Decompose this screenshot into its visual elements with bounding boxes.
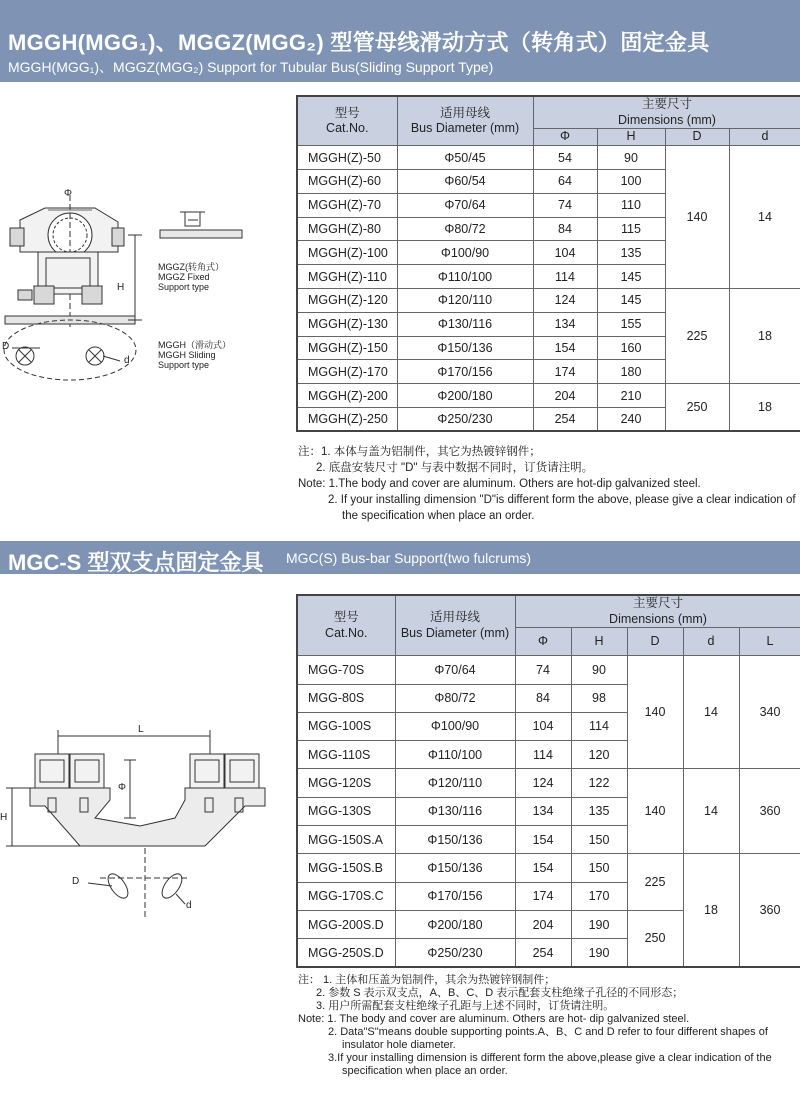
phi-cell: 54 <box>533 146 597 170</box>
cat-no-cell: MGG-150S.B <box>297 854 395 882</box>
h-cell: 150 <box>571 826 627 854</box>
bus-diameter-cell: Φ120/110 <box>395 769 515 797</box>
dim-d-label: d <box>186 900 192 911</box>
dim-D-label: D <box>72 876 80 887</box>
phi-cell: 74 <box>515 656 571 684</box>
note-line: 2. If your installing dimension "D"is different form the above, please give a clear indication of <box>328 494 796 506</box>
h-cell: 170 <box>571 882 627 910</box>
mggh-support-drawing <box>0 190 290 390</box>
cat-no-cell: MGG-80S <box>297 684 395 712</box>
cat-no-cell: MGGH(Z)-120 <box>297 289 397 313</box>
header-cat-en: Cat.No. <box>326 121 369 136</box>
D-cell: 225 <box>627 854 683 911</box>
note-line: 2. Data"S"means double supporting points.A、B、C and D refer to four different shapes of <box>328 1026 768 1038</box>
phi-cell: 174 <box>533 360 597 384</box>
mggz-label-line1: MGGZ(转角式） <box>158 262 224 272</box>
bus-diameter-cell: Φ100/90 <box>395 712 515 740</box>
cat-no-cell: MGGH(Z)-110 <box>297 265 397 289</box>
note-line: Note: 1.The body and cover are aluminum. Others are hot-dip galvanized steel. <box>298 478 701 490</box>
note-line: the specification when place an order. <box>342 510 535 522</box>
d-cell: 14 <box>683 656 739 769</box>
bus-diameter-cell: Φ170/156 <box>395 882 515 910</box>
cat-no-cell: MGGH(Z)-70 <box>297 193 397 217</box>
L-cell: 360 <box>739 769 800 854</box>
header-dim-cn: 主要尺寸 <box>641 97 692 111</box>
bus-diameter-cell: Φ110/100 <box>397 265 533 289</box>
h-cell: 120 <box>571 741 627 769</box>
h-cell: 160 <box>597 336 665 360</box>
L-cell: 340 <box>739 656 800 769</box>
header-dim-cn: 主要尺寸 <box>633 596 684 610</box>
phi-cell: 64 <box>533 170 597 194</box>
header-col: Φ <box>533 129 597 146</box>
header-bus-cn: 适用母线 <box>429 610 480 624</box>
header-col: Φ <box>515 628 571 656</box>
phi-cell: 74 <box>533 193 597 217</box>
h-cell: 115 <box>597 217 665 241</box>
mgc-s-support-drawing <box>0 718 290 918</box>
cat-no-cell: MGG-120S <box>297 769 395 797</box>
bus-diameter-cell: Φ50/45 <box>397 146 533 170</box>
cat-no-cell: MGG-170S.C <box>297 882 395 910</box>
bus-diameter-cell: Φ70/64 <box>395 656 515 684</box>
note-line: Note: 1. The body and cover are aluminum. Others are hot- dip galvanized steel. <box>298 1013 690 1025</box>
phi-cell: 114 <box>533 265 597 289</box>
h-cell: 114 <box>571 712 627 740</box>
dim-phi-label: Φ <box>64 188 72 199</box>
h-cell: 135 <box>597 241 665 265</box>
section1-title-en: MGGH(MGG₁)、MGGZ(MGG₂) Support for Tubular Bus(Sliding Support Type) <box>8 59 494 75</box>
bus-diameter-cell: Φ120/110 <box>397 289 533 313</box>
header-col: H <box>571 628 627 656</box>
bus-diameter-cell: Φ130/116 <box>395 797 515 825</box>
D-cell: 140 <box>665 146 729 289</box>
header-cat-no <box>297 595 395 656</box>
header-dim-en: Dimensions (mm) <box>609 611 707 626</box>
cat-no-cell: MGGH(Z)-250 <box>297 408 397 432</box>
h-cell: 150 <box>571 854 627 882</box>
cat-no-cell: MGG-130S <box>297 797 395 825</box>
section2-technical-drawing <box>0 718 290 918</box>
bus-diameter-cell: Φ200/180 <box>397 384 533 408</box>
h-cell: 145 <box>597 265 665 289</box>
cat-no-cell: MGG-250S.D <box>297 939 395 967</box>
h-cell: 122 <box>571 769 627 797</box>
phi-cell: 204 <box>533 384 597 408</box>
phi-cell: 154 <box>533 336 597 360</box>
phi-cell: 84 <box>515 684 571 712</box>
phi-cell: 134 <box>533 312 597 336</box>
phi-cell: 124 <box>515 769 571 797</box>
section1-banner <box>0 0 800 82</box>
bus-diameter-cell: Φ170/156 <box>397 360 533 384</box>
cat-no-cell: MGGH(Z)-200 <box>297 384 397 408</box>
header-dim-en: Dimensions (mm) <box>618 112 716 127</box>
section2-banner <box>0 541 800 574</box>
table-row <box>297 656 800 684</box>
bus-diameter-cell: Φ250/230 <box>395 939 515 967</box>
cat-no-cell: MGGH(Z)-150 <box>297 336 397 360</box>
d-cell: 18 <box>729 289 800 384</box>
bus-diameter-cell: Φ80/72 <box>397 217 533 241</box>
bus-diameter-cell: Φ150/136 <box>395 854 515 882</box>
cat-no-cell: MGG-100S <box>297 712 395 740</box>
section1-notes <box>298 444 798 524</box>
mggh-label <box>158 340 231 370</box>
phi-cell: 204 <box>515 910 571 938</box>
note-line: 注： 1. 主体和压盖为铝制件，其余为热镀锌钢制件； <box>298 974 556 986</box>
header-cat-cn: 型号 <box>334 105 360 120</box>
d-cell: 18 <box>683 854 739 967</box>
note-line: specification when place an order. <box>342 1065 508 1077</box>
bus-diameter-cell: Φ60/54 <box>397 170 533 194</box>
section1-title-cn: MGGH(MGG₁)、MGGZ(MGG₂) 型管母线滑动方式（转角式）固定金具 <box>8 30 710 55</box>
D-cell: 250 <box>665 384 729 432</box>
header-bus-en: Bus Diameter (mm) <box>400 625 510 640</box>
dim-H-label: H <box>0 812 8 823</box>
section2-notes <box>298 974 800 1078</box>
header-col: d <box>729 129 800 146</box>
table-row <box>297 854 800 882</box>
d-cell: 14 <box>729 146 800 289</box>
table-row <box>297 769 800 797</box>
note-line: 2. 底盘安装尺寸 "D" 与表中数据不同时，订货请注明。 <box>316 462 594 474</box>
mggz-label-line3: Support type <box>158 282 210 292</box>
bus-diameter-cell: Φ70/64 <box>397 193 533 217</box>
phi-cell: 134 <box>515 797 571 825</box>
h-cell: 90 <box>571 656 627 684</box>
cat-no-cell: MGGH(Z)-130 <box>297 312 397 336</box>
h-cell: 210 <box>597 384 665 408</box>
D-cell: 250 <box>627 910 683 967</box>
header-dimensions <box>515 595 800 628</box>
h-cell: 110 <box>597 193 665 217</box>
phi-cell: 154 <box>515 826 571 854</box>
header-bus-diameter <box>395 595 515 656</box>
bus-diameter-cell: Φ200/180 <box>395 910 515 938</box>
phi-cell: 254 <box>533 408 597 432</box>
mggz-label <box>158 262 224 292</box>
dim-D-label: D <box>2 341 10 352</box>
phi-cell: 104 <box>515 712 571 740</box>
h-cell: 180 <box>597 360 665 384</box>
header-cat-cn: 型号 <box>333 610 359 624</box>
mggh-label-line1: MGGH（滑动式） <box>158 340 231 350</box>
phi-cell: 104 <box>533 241 597 265</box>
dim-L-label: L <box>138 724 144 735</box>
phi-cell: 114 <box>515 741 571 769</box>
header-col: H <box>597 129 665 146</box>
cat-no-cell: MGG-70S <box>297 656 395 684</box>
section2-table-body <box>297 656 800 967</box>
cat-no-cell: MGG-110S <box>297 741 395 769</box>
mggh-label-line2: MGGH Sliding <box>158 350 216 360</box>
h-cell: 90 <box>597 146 665 170</box>
cat-no-cell: MGG-200S.D <box>297 910 395 938</box>
bus-diameter-cell: Φ130/116 <box>397 312 533 336</box>
mggh-label-line3: Support type <box>158 360 210 370</box>
section1-technical-drawing <box>0 190 290 390</box>
table-row <box>297 289 800 313</box>
note-line: 3.If your installing dimension is different form the above,please give a clear indication of the <box>328 1052 772 1064</box>
cat-no-cell: MGGH(Z)-100 <box>297 241 397 265</box>
section2-spec-table <box>296 594 800 968</box>
L-cell: 360 <box>739 854 800 967</box>
h-cell: 100 <box>597 170 665 194</box>
header-bus-en: Bus Diameter (mm) <box>410 121 520 136</box>
mggz-label-line2: MGGZ Fixed <box>158 272 210 282</box>
D-cell: 140 <box>627 656 683 769</box>
h-cell: 190 <box>571 910 627 938</box>
table-row <box>297 384 800 408</box>
section1-table-body <box>297 146 800 432</box>
h-cell: 135 <box>571 797 627 825</box>
section2-title-en: MGC(S) Bus-bar Support(two fulcrums) <box>286 550 532 566</box>
cat-no-cell: MGGH(Z)-50 <box>297 146 397 170</box>
header-col: L <box>739 628 800 656</box>
dim-phi-label: Φ <box>118 782 126 793</box>
D-cell: 225 <box>665 289 729 384</box>
cat-no-cell: MGGH(Z)-170 <box>297 360 397 384</box>
header-bus-diameter <box>397 96 533 146</box>
h-cell: 190 <box>571 939 627 967</box>
bus-diameter-cell: Φ100/90 <box>397 241 533 265</box>
table-row <box>297 146 800 170</box>
bus-diameter-cell: Φ80/72 <box>395 684 515 712</box>
header-dimensions <box>533 96 800 129</box>
bus-diameter-cell: Φ250/230 <box>397 408 533 432</box>
d-cell: 18 <box>729 384 800 432</box>
header-cat-en: Cat.No. <box>325 625 368 640</box>
phi-cell: 84 <box>533 217 597 241</box>
cat-no-cell: MGGH(Z)-80 <box>297 217 397 241</box>
dim-d-label: d <box>124 355 130 366</box>
D-cell: 140 <box>627 769 683 854</box>
phi-cell: 154 <box>515 854 571 882</box>
phi-cell: 124 <box>533 289 597 313</box>
header-bus-cn: 适用母线 <box>439 105 490 120</box>
note-line: 2. 参数 S 表示双支点，A、B、C、D 表示配套支柱绝缘子孔径的不同形态； <box>316 987 684 999</box>
note-line: insulator hole diameter. <box>342 1039 456 1051</box>
header-col: D <box>627 628 683 656</box>
section2-title-cn: MGC-S 型双支点固定金具 <box>8 550 264 575</box>
h-cell: 98 <box>571 684 627 712</box>
note-line: 3. 用户所需配套支柱绝缘子孔距与上述不同时，订货请注明。 <box>316 1000 615 1012</box>
bus-diameter-cell: Φ110/100 <box>395 741 515 769</box>
section1-spec-table <box>296 95 800 432</box>
cat-no-cell: MGGH(Z)-60 <box>297 170 397 194</box>
header-col: d <box>683 628 739 656</box>
h-cell: 155 <box>597 312 665 336</box>
header-cat-no <box>297 96 397 146</box>
cat-no-cell: MGG-150S.A <box>297 826 395 854</box>
h-cell: 240 <box>597 408 665 432</box>
bus-diameter-cell: Φ150/136 <box>397 336 533 360</box>
header-col: D <box>665 129 729 146</box>
bus-diameter-cell: Φ150/136 <box>395 826 515 854</box>
phi-cell: 254 <box>515 939 571 967</box>
d-cell: 14 <box>683 769 739 854</box>
note-line: 注：1. 本体与盖为铝制件，其它为热镀锌钢件； <box>298 446 541 458</box>
phi-cell: 174 <box>515 882 571 910</box>
dim-h-label: H <box>117 282 125 293</box>
h-cell: 145 <box>597 289 665 313</box>
